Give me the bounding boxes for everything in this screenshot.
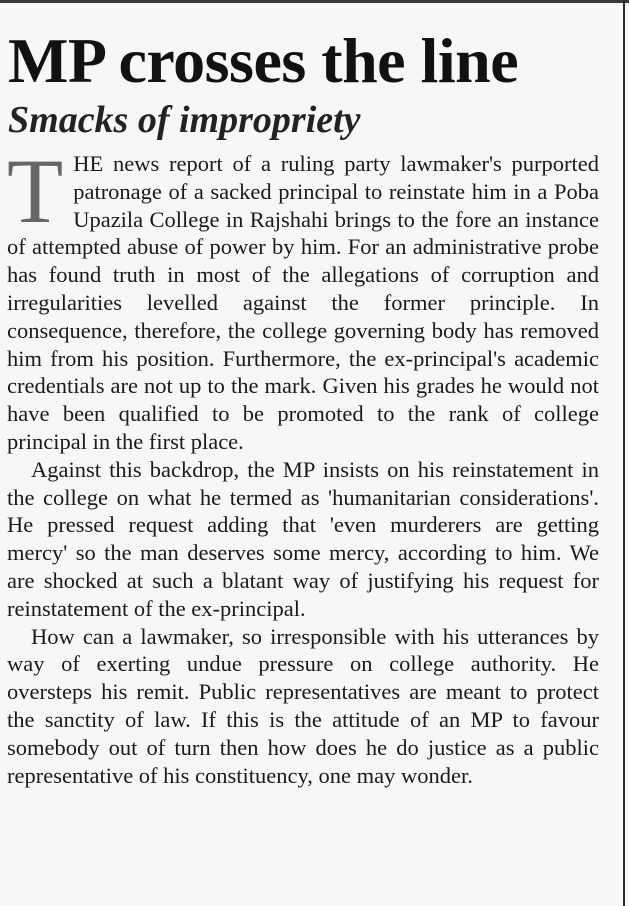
column-rule (623, 0, 625, 906)
article-body (7, 140, 599, 789)
drop-cap: T (7, 140, 64, 242)
paragraph-1-text: HE news report of a ruling party lawmaker's purported patronage of a sacked principal to reinstate him in a Poba Upazila College in Rajshahi brings to the fore an instance of attempted abuse of power by him. For an administrative probe has found truth in most of the allegations of corruption and irregularities levelled against the former principle. In consequence, therefore, the college governing body has removed him from his position. Furthermore, the ex-principal's academic credentials are not up to the mark. Given his grades he would not have been qualified to be promoted to the rank of college principal in the first place. (7, 151, 599, 454)
top-rule (0, 0, 629, 3)
headline: MP crosses the line (8, 25, 519, 96)
paragraph-1 (7, 140, 599, 456)
paragraph-3: How can a lawmaker, so irresponsible with his utterances by way of exerting undue pressure on college authority. He oversteps his remit. Public representatives are meant to protect the sanctity of law. If this is the attitude of an MP to favour somebody out of turn then how does he do justice as a public representative of his constituency, one may wonder. (7, 623, 599, 788)
subheadline: Smacks of impropriety (8, 99, 361, 141)
paragraph-2: Against this backdrop, the MP insists on his reinstatement in the college on what he termed as 'humanitarian considerations'. He pressed request adding that 'even murderers are getting mercy' so the man deserves some mercy, according to him. We are shocked at such a blatant way of justifying his request for reinstatement of the ex-principal. (7, 456, 599, 621)
